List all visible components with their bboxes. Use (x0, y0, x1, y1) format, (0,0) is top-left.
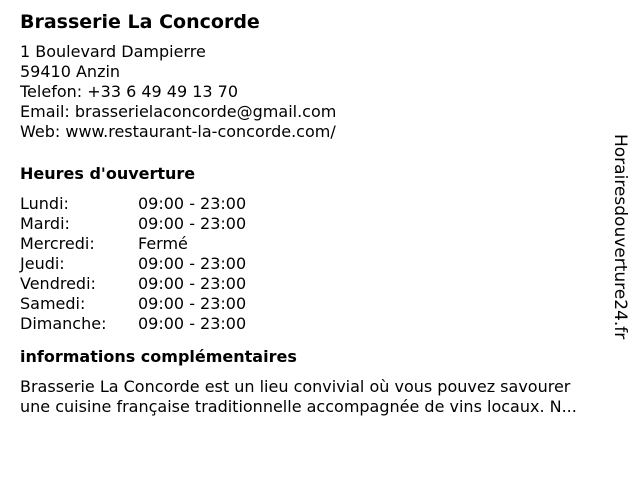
hours-day: Samedi: (20, 294, 86, 313)
web-line: Web: www.restaurant-la-concorde.com/ (20, 122, 336, 141)
hours-day: Lundi: (20, 194, 69, 213)
opening-hours-table (20, 194, 246, 334)
hours-row (20, 194, 246, 214)
description-line-1: Brasserie La Concorde est un lieu convivial où vous pouvez savourer (20, 377, 571, 396)
description (20, 377, 620, 417)
hours-time: 09:00 - 23:00 (138, 194, 247, 213)
hours-day: Mardi: (20, 214, 70, 233)
watermark-text: Horairesdouverture24.fr (610, 134, 630, 340)
hours-time: 09:00 - 23:00 (138, 314, 247, 333)
address-line-2: 59410 Anzin (20, 62, 121, 81)
hours-day: Mercredi: (20, 234, 95, 253)
hours-row (20, 314, 246, 334)
email-line: Email: brasserielaconcorde@gmail.com (20, 102, 337, 121)
address-line-1: 1 Boulevard Dampierre (20, 42, 206, 61)
hours-row (20, 294, 246, 314)
hours-day: Vendredi: (20, 274, 96, 293)
hours-row (20, 274, 246, 294)
hours-time: 09:00 - 23:00 (138, 214, 247, 233)
hours-time: 09:00 - 23:00 (138, 254, 247, 273)
hours-time: 09:00 - 23:00 (138, 274, 247, 293)
phone-line: Telefon: +33 6 49 49 13 70 (20, 82, 239, 101)
hours-row (20, 214, 246, 234)
hours-time: 09:00 - 23:00 (138, 294, 247, 313)
additional-info-heading: informations complémentaires (20, 347, 297, 366)
hours-day: Dimanche: (20, 314, 107, 333)
hours-row (20, 254, 246, 274)
description-line-2: une cuisine française traditionnelle accompagnée de vins locaux. N... (20, 397, 577, 416)
business-name: Brasserie La Concorde (20, 11, 260, 33)
hours-time: Fermé (138, 234, 188, 253)
business-card (20, 10, 620, 417)
hours-day: Jeudi: (20, 254, 65, 273)
hours-row (20, 234, 246, 254)
opening-hours-heading: Heures d'ouverture (20, 164, 196, 183)
